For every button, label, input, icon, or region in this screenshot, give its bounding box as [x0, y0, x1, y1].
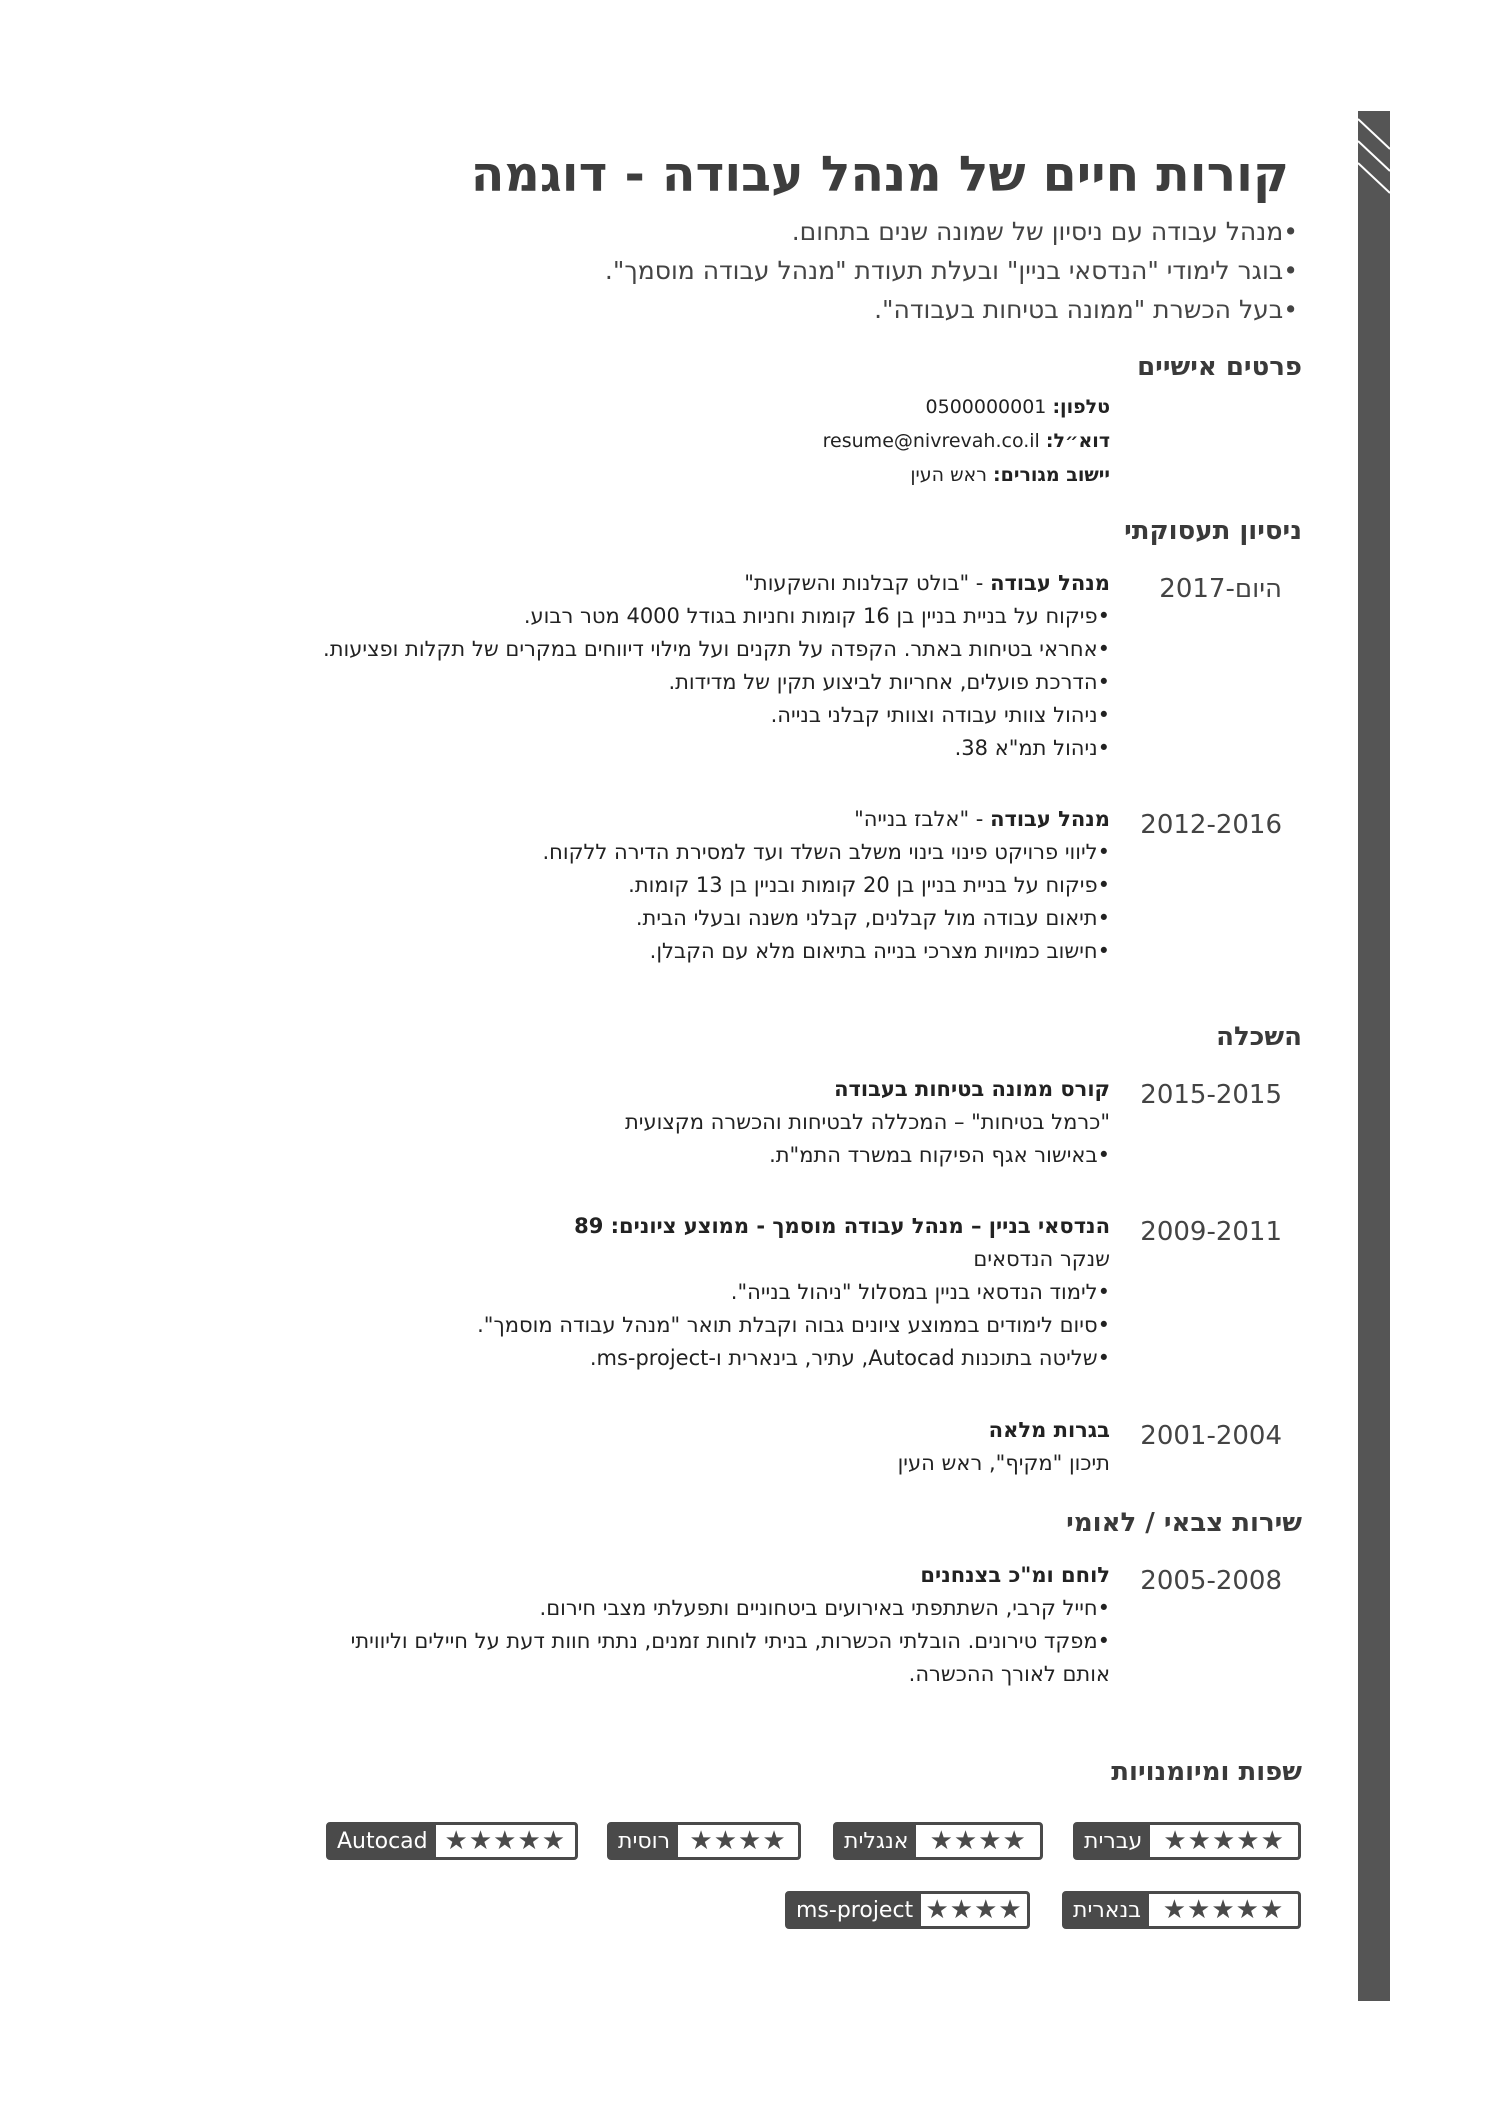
- skill-badge: [607, 1822, 801, 1860]
- experience-line: •חישוב כמויות מצרכי בנייה בתיאום מלא עם הקבלן.: [649, 939, 1110, 963]
- experience-entry: [323, 567, 1110, 765]
- skill-label: בנארית: [1065, 1894, 1149, 1926]
- education-entry: [625, 1073, 1110, 1172]
- education-line: "כרמל בטיחות" – המכללה לבטיחות והכשרה מקצועית: [624, 1110, 1110, 1134]
- personal-details: [823, 390, 1110, 492]
- education-entry: [898, 1414, 1110, 1480]
- military-line: •חייל קרבי, השתתפתי באירועים ביטחוניים ותפעלתי מצבי חירום.: [539, 1596, 1110, 1620]
- page-title: קורות חיים של מנהל עבודה - דוגמה: [470, 146, 1289, 203]
- education-line: שנקר הנדסאים: [973, 1247, 1110, 1271]
- education-title: בגרות מלאה: [988, 1418, 1110, 1442]
- skill-badge: [833, 1822, 1043, 1860]
- section-title-military: שירות צבאי / לאומי: [1066, 1508, 1302, 1538]
- experience-line: •תיאום עבודה מול קבלנים, קבלני משנה ובעלי הבית.: [635, 906, 1110, 930]
- experience-date: 2012-2016: [1140, 810, 1282, 840]
- city-label: יישוב מגורים:: [993, 464, 1110, 486]
- education-line: •שליטה בתוכנות Autocad, עתיר, בינארית ו-ms-project.: [589, 1346, 1110, 1370]
- military-date: 2005-2008: [1140, 1566, 1282, 1596]
- education-entry: [477, 1210, 1110, 1375]
- skill-badge: [785, 1891, 1030, 1929]
- phone-value: 0500000001: [925, 396, 1047, 418]
- section-title-experience: ניסיון תעסוקתי: [1124, 516, 1302, 546]
- military-title: לוחם ומ"כ בצנחנים: [920, 1563, 1110, 1587]
- experience-role: מנהל עבודה: [990, 571, 1110, 595]
- skill-label: ms-project: [788, 1894, 921, 1926]
- military-entry: [351, 1559, 1110, 1691]
- skill-label: רוסית: [610, 1825, 678, 1857]
- email-value: resume@nivrevah.co.il: [822, 430, 1040, 452]
- summary-item: •בוגר לימודי "הנדסאי בניין" ובעלת תעודת "מנהל עבודה מוסמך".: [604, 256, 1298, 285]
- experience-heading: [323, 567, 1110, 600]
- summary-item: •בעל הכשרת "ממונה בטיחות בעבודה".: [874, 295, 1298, 324]
- city-value: ראש העין: [910, 464, 987, 486]
- skill-label: עברית: [1076, 1825, 1150, 1857]
- education-line: •לימוד הנדסאי בניין במסלול "ניהול בנייה".: [730, 1280, 1110, 1304]
- experience-company: - "אלבז בנייה": [854, 807, 991, 831]
- experience-company: - "בולט קבלנות והשקעות": [744, 571, 991, 595]
- education-line: •סיום לימודים בממוצע ציונים גבוה וקבלת תואר "מנהל עבודה מוסמך".: [477, 1313, 1110, 1337]
- military-line: אותם לאורך ההכשרה.: [908, 1662, 1110, 1686]
- star-rating-icon: ★★★★: [925, 1895, 1023, 1925]
- education-date: 2009-2011: [1140, 1217, 1282, 1247]
- summary-list: [605, 212, 1298, 329]
- star-rating-icon: ★★★★★: [444, 1826, 567, 1856]
- military-line: •מפקד טירונים. הובלתי הכשרות, בניתי לוחות זמנים, נתתי חוות דעת על חיילים וליוויתי: [350, 1629, 1110, 1653]
- experience-line: •אחראי בטיחות באתר. הקפדה על תקנים ועל מילוי דיווחים במקרים של תקלות ופציעות.: [323, 637, 1110, 661]
- experience-line: •פיקוח על בניית בניין בן 20 קומות ובניין בן 13 קומות.: [628, 873, 1110, 897]
- skill-badge: [1062, 1891, 1301, 1929]
- section-title-education: השכלה: [1216, 1022, 1302, 1052]
- experience-line: •ליווי פרויקט פינוי בינוי משלב השלד ועד למסירת הדירה ללקוח.: [542, 840, 1110, 864]
- section-title-personal: פרטים אישיים: [1137, 352, 1302, 382]
- experience-line: •הדרכת פועלים, אחריות לביצוע תקין של מדידות.: [668, 670, 1110, 694]
- education-line: תיכון "מקיף", ראש העין: [897, 1451, 1110, 1475]
- star-rating-icon: ★★★★★: [1162, 1895, 1285, 1925]
- phone-row: [823, 390, 1110, 424]
- education-line: •באישור אגף הפיקוח במשרד התמ"ת.: [769, 1143, 1110, 1167]
- star-rating-icon: ★★★★: [929, 1826, 1027, 1856]
- email-label: דוא״ל:: [1045, 430, 1110, 452]
- star-rating-icon: ★★★★★: [1163, 1826, 1285, 1856]
- education-title: קורס ממונה בטיחות בעבודה: [834, 1077, 1110, 1101]
- experience-entry: [542, 803, 1110, 968]
- education-title: הנדסאי בניין – מנהל עבודה מוסמך - ממוצע ציונים: 89: [574, 1214, 1110, 1238]
- experience-role: מנהל עבודה: [990, 807, 1110, 831]
- education-date: 2015-2015: [1140, 1080, 1282, 1110]
- skill-label: אנגלית: [836, 1825, 916, 1857]
- city-row: [823, 458, 1110, 492]
- skill-label: Autocad: [329, 1825, 436, 1857]
- experience-date: 2017-היום: [1159, 574, 1282, 604]
- skill-badge: [1073, 1822, 1301, 1860]
- education-date: 2001-2004: [1140, 1421, 1282, 1451]
- experience-line: •פיקוח על בניית בניין בן 16 קומות וחניות בגודל 4000 מטר רבוע.: [523, 604, 1110, 628]
- star-rating-icon: ★★★★: [689, 1826, 787, 1856]
- experience-heading: [542, 803, 1110, 836]
- summary-item: •מנהל עבודה עם ניסיון של שמונה שנים בתחום.: [791, 217, 1298, 246]
- experience-line: •ניהול צוותי עבודה וצוותי קבלני בנייה.: [770, 703, 1110, 727]
- skill-badge: [326, 1822, 578, 1860]
- section-title-skills: שפות ומיומנויות: [1111, 1757, 1302, 1787]
- email-row: [823, 424, 1110, 458]
- phone-label: טלפון:: [1052, 396, 1110, 418]
- experience-line: •ניהול תמ"א 38.: [954, 736, 1110, 760]
